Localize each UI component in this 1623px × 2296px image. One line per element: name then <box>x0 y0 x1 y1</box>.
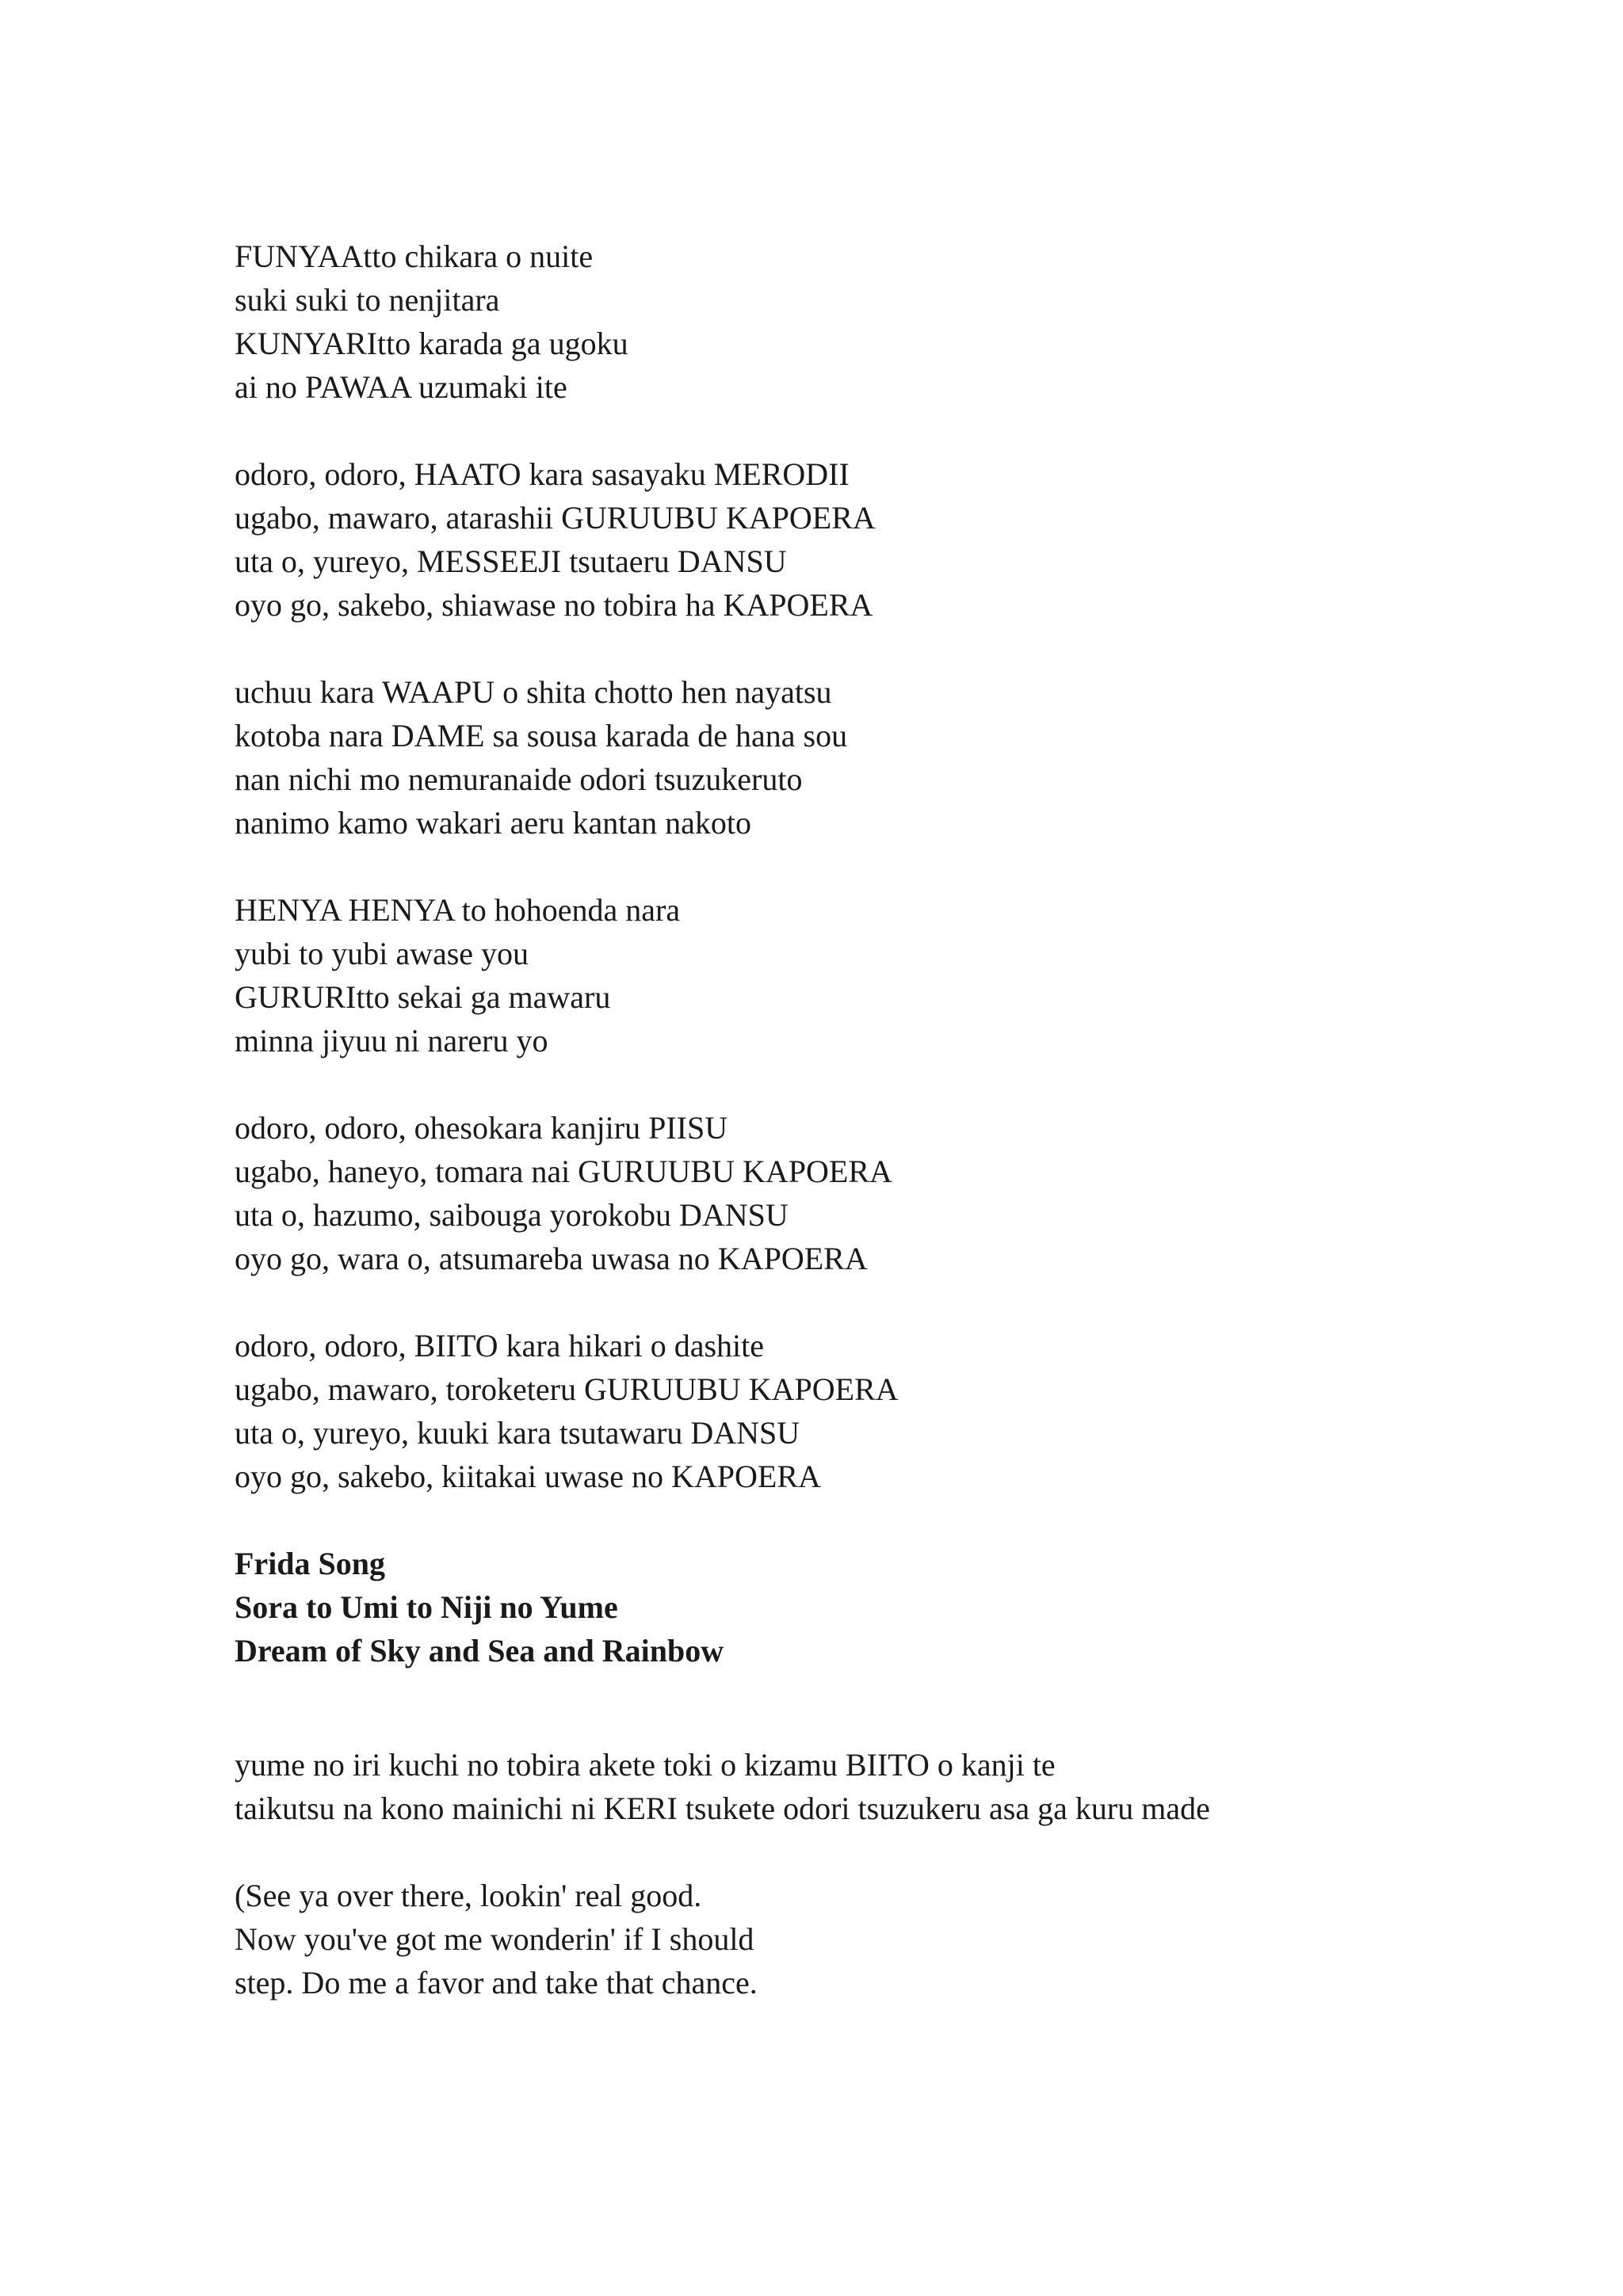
lyric-line: odoro, odoro, HAATO kara sasayaku MERODII <box>235 456 850 492</box>
lyric-line: odoro, odoro, ohesokara kanjiru PIISU <box>235 1110 728 1146</box>
song-title: Frida Song <box>235 1546 386 1581</box>
song-subtitle-english: Dream of Sky and Sea and Rainbow <box>235 1633 724 1669</box>
song-heading <box>235 1542 1518 1672</box>
lyric-line: step. Do me a favor and take that chance. <box>235 1965 758 2000</box>
lyric-line: yume no iri kuchi no tobira akete toki o kizamu BIITO o kanji te <box>235 1747 1056 1783</box>
song-subtitle-romaji: Sora to Umi to Niji no Yume <box>235 1589 618 1625</box>
lyric-line: ugabo, haneyo, tomara nai GURUUBU KAPOERA <box>235 1154 892 1189</box>
lyric-line: taikutsu na kono mainichi ni KERI tsukete odori tsuzukeru asa ga kuru made <box>235 1791 1210 1826</box>
lyric-line: KUNYARItto karada ga ugoku <box>235 326 628 361</box>
lyric-line: uta o, hazumo, saibouga yorokobu DANSU <box>235 1197 789 1233</box>
lyric-line: kotoba nara DAME sa sousa karada de hana sou <box>235 718 848 753</box>
stanza-6 <box>235 1324 1518 1498</box>
stanza-5 <box>235 1106 1518 1280</box>
lyric-line: ugabo, mawaro, toroketeru GURUUBU KAPOERA <box>235 1371 899 1407</box>
lyric-line: HENYA HENYA to hohoenda nara <box>235 892 681 928</box>
stanza-7 <box>235 1743 1518 1830</box>
stanza-8 <box>235 1874 1518 2004</box>
lyric-line: GURURItto sekai ga mawaru <box>235 979 611 1015</box>
lyrics-content <box>235 235 1518 2004</box>
lyric-line: odoro, odoro, BIITO kara hikari o dashite <box>235 1328 764 1363</box>
lyric-line: minna jiyuu ni nareru yo <box>235 1023 548 1058</box>
lyric-line: oyo go, sakebo, shiawase no tobira ha KAPOERA <box>235 587 873 623</box>
lyric-line: uta o, yureyo, kuuki kara tsutawaru DANSU <box>235 1415 800 1451</box>
lyric-line: Now you've got me wonderin' if I should <box>235 1921 754 1957</box>
stanza-1 <box>235 235 1518 409</box>
stanza-2 <box>235 452 1518 627</box>
stanza-4 <box>235 888 1518 1062</box>
lyric-line: nanimo kamo wakari aeru kantan nakoto <box>235 805 751 841</box>
lyric-line: uchuu kara WAAPU o shita chotto hen nayatsu <box>235 674 832 710</box>
lyric-line: nan nichi mo nemuranaide odori tsuzukeruto <box>235 761 803 797</box>
stanza-3 <box>235 670 1518 845</box>
lyric-line: uta o, yureyo, MESSEEJI tsutaeru DANSU <box>235 543 787 579</box>
lyric-line: oyo go, sakebo, kiitakai uwase no KAPOERA <box>235 1459 821 1494</box>
lyric-line: oyo go, wara o, atsumareba uwasa no KAPOERA <box>235 1241 868 1276</box>
lyric-line: FUNYAAtto chikara o nuite <box>235 238 594 274</box>
lyric-line: (See ya over there, lookin' real good. <box>235 1878 702 1913</box>
lyric-line: suki suki to nenjitara <box>235 282 500 318</box>
lyric-line: ai no PAWAA uzumaki ite <box>235 369 567 405</box>
lyric-line: ugabo, mawaro, atarashii GURUUBU KAPOERA <box>235 500 876 536</box>
lyric-line: yubi to yubi awase you <box>235 936 529 971</box>
